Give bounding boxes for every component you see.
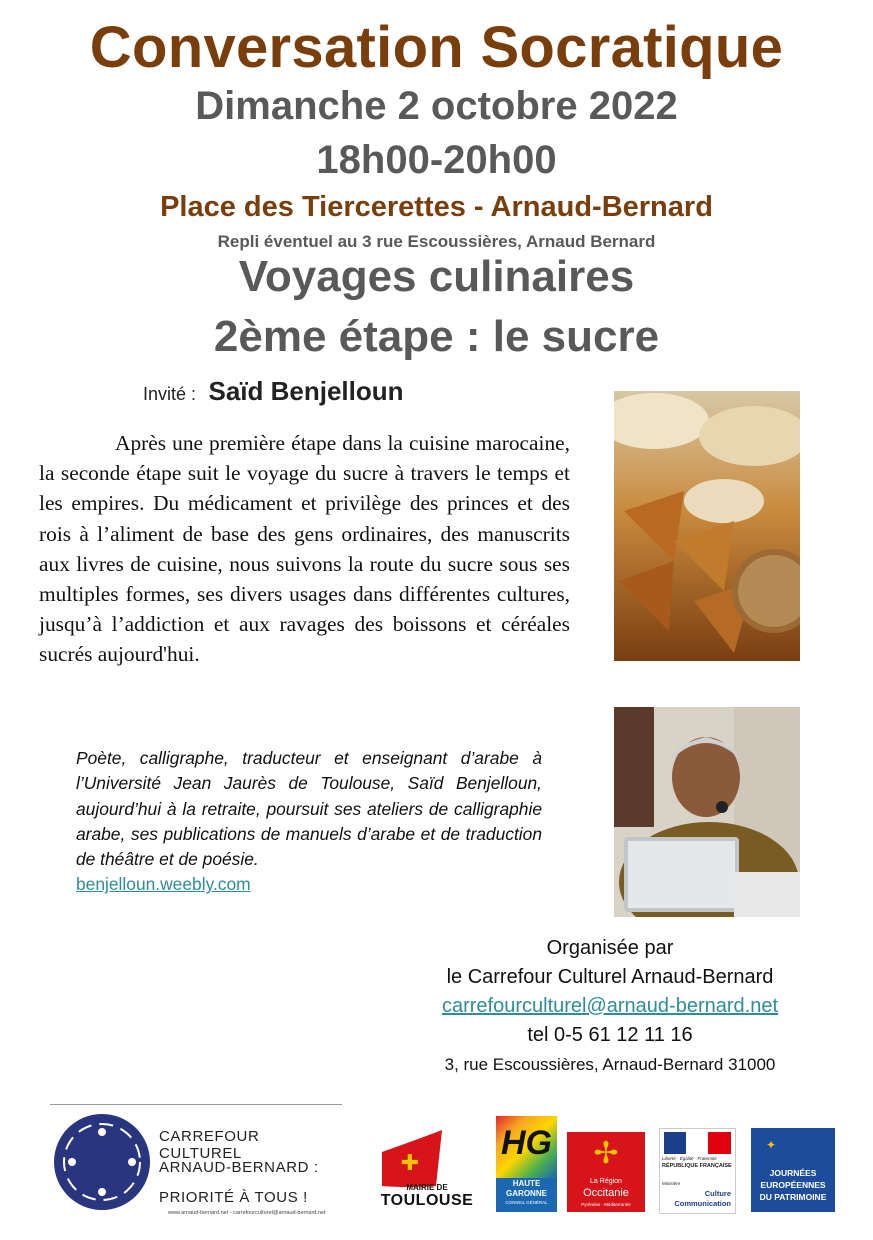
rf-culture: Culture bbox=[704, 1189, 731, 1198]
organizer-name: le Carrefour Culturel Arnaud-Bernard bbox=[446, 966, 774, 988]
guest-photo bbox=[614, 707, 800, 917]
organizer-phone: tel 0-5 61 12 11 16 bbox=[527, 1024, 693, 1046]
organizer-block bbox=[390, 934, 830, 1080]
carrefour-logo-line1: CARREFOUR CULTUREL bbox=[159, 1128, 260, 1162]
hg-mark: HG bbox=[501, 1124, 552, 1162]
guest-label: Invité : bbox=[143, 384, 197, 404]
jep-line2: EUROPÉENNES bbox=[760, 1180, 826, 1190]
guest-bio bbox=[76, 746, 542, 898]
occitanie-line2: Occitanie bbox=[583, 1187, 629, 1199]
pastries-photo bbox=[614, 391, 800, 661]
guest-bio-text: Poète, calligraphe, traducteur et enseignant d’arabe à l’Université Jean Jaurès de Toulouse, Saïd Benjelloun, aujourd’hui à la retraite, poursuit ses ateliers de calligraphie arabe, ses publications de manuels d’arabe et de traduction de théâtre et de poésie. bbox=[76, 748, 542, 870]
mairie-toulouse-logo bbox=[376, 1130, 478, 1210]
event-topic-line2: 2ème étape : le sucre bbox=[213, 312, 660, 361]
organizer-address: 3, rue Escoussières, Arnaud-Bernard 31000 bbox=[444, 1055, 776, 1074]
eu-stars-icon: ✦ bbox=[765, 1138, 777, 1152]
guest-website-link[interactable]: benjelloun.weebly.com bbox=[76, 874, 251, 895]
region-occitanie-logo bbox=[567, 1132, 645, 1212]
haute-garonne-logo bbox=[496, 1116, 557, 1212]
event-description: Après une première étape dans la cuisine marocaine, la seconde étape suit le voyage du sucre à travers le temps et les empires. Du médicament et privilège des princes et des rois à l’aliment de base des gens ordinaires, des manuscrits aux livres de cuisine, nous suivons la route du sucre sous ses multiples formes, ses divers usages dans différentes cultures, jusqu’à l’addiction et aux ravages des boissons et céréales sucrés aujourd'hui. bbox=[39, 431, 570, 667]
organizer-email-link[interactable]: carrefourculturel@arnaud-bernard.net bbox=[441, 995, 779, 1017]
toulouse-logo-line2: TOULOUSE bbox=[380, 1192, 474, 1209]
rf-motto: Liberté · Égalité · Fraternité bbox=[662, 1156, 717, 1161]
logo-divider bbox=[50, 1104, 342, 1105]
occitan-cross-icon: ✢ bbox=[593, 1136, 619, 1171]
event-title: Conversation Socratique bbox=[89, 15, 784, 80]
rf-communication: Communication bbox=[674, 1199, 731, 1208]
toulouse-logo-line1: MAIRIE DE bbox=[406, 1183, 448, 1192]
hg-line1: HAUTE bbox=[512, 1179, 541, 1188]
guest-line bbox=[143, 376, 404, 407]
occitanie-line1: La Région bbox=[590, 1178, 622, 1185]
carrefour-logo-line2: ARNAUD-BERNARD : bbox=[159, 1159, 319, 1176]
rf-ministere: Ministère bbox=[662, 1181, 681, 1186]
carrefour-culturel-logo bbox=[50, 1104, 342, 1218]
organizer-intro: Organisée par bbox=[546, 937, 674, 959]
event-topic-line1: Voyages culinaires bbox=[238, 252, 635, 301]
occitanie-line3: Pyrénées · Méditerranée bbox=[581, 1202, 631, 1207]
guest-name: Saïd Benjelloun bbox=[208, 376, 404, 406]
republique-francaise-logo bbox=[659, 1128, 736, 1214]
journees-patrimoine-logo bbox=[751, 1128, 835, 1212]
hg-line2: GARONNE bbox=[506, 1189, 547, 1198]
rf-name: RÉPUBLIQUE FRANÇAISE bbox=[662, 1163, 732, 1169]
jep-line3: DU PATRIMOINE bbox=[759, 1192, 827, 1202]
hg-line3: CONSEIL GÉNÉRAL bbox=[505, 1200, 548, 1205]
jep-line1: JOURNÉES bbox=[769, 1168, 817, 1178]
carrefour-logo-line3: PRIORITÉ À TOUS ! bbox=[159, 1189, 308, 1206]
event-time: 18h00-20h00 bbox=[316, 138, 557, 182]
event-place: Place des Tiercerettes - Arnaud-Bernard bbox=[160, 191, 713, 223]
carrefour-logo-contact: www.arnaud-bernard.net - carrefourculturel@arnaud-bernard.net bbox=[168, 1210, 326, 1216]
event-date: Dimanche 2 octobre 2022 bbox=[195, 84, 678, 128]
event-fallback-location: Repli éventuel au 3 rue Escoussières, Arnaud Bernard bbox=[217, 232, 656, 251]
svg-text:✚: ✚ bbox=[400, 1151, 420, 1176]
marianne-flag bbox=[664, 1132, 731, 1154]
carrefour-emblem bbox=[54, 1114, 150, 1210]
